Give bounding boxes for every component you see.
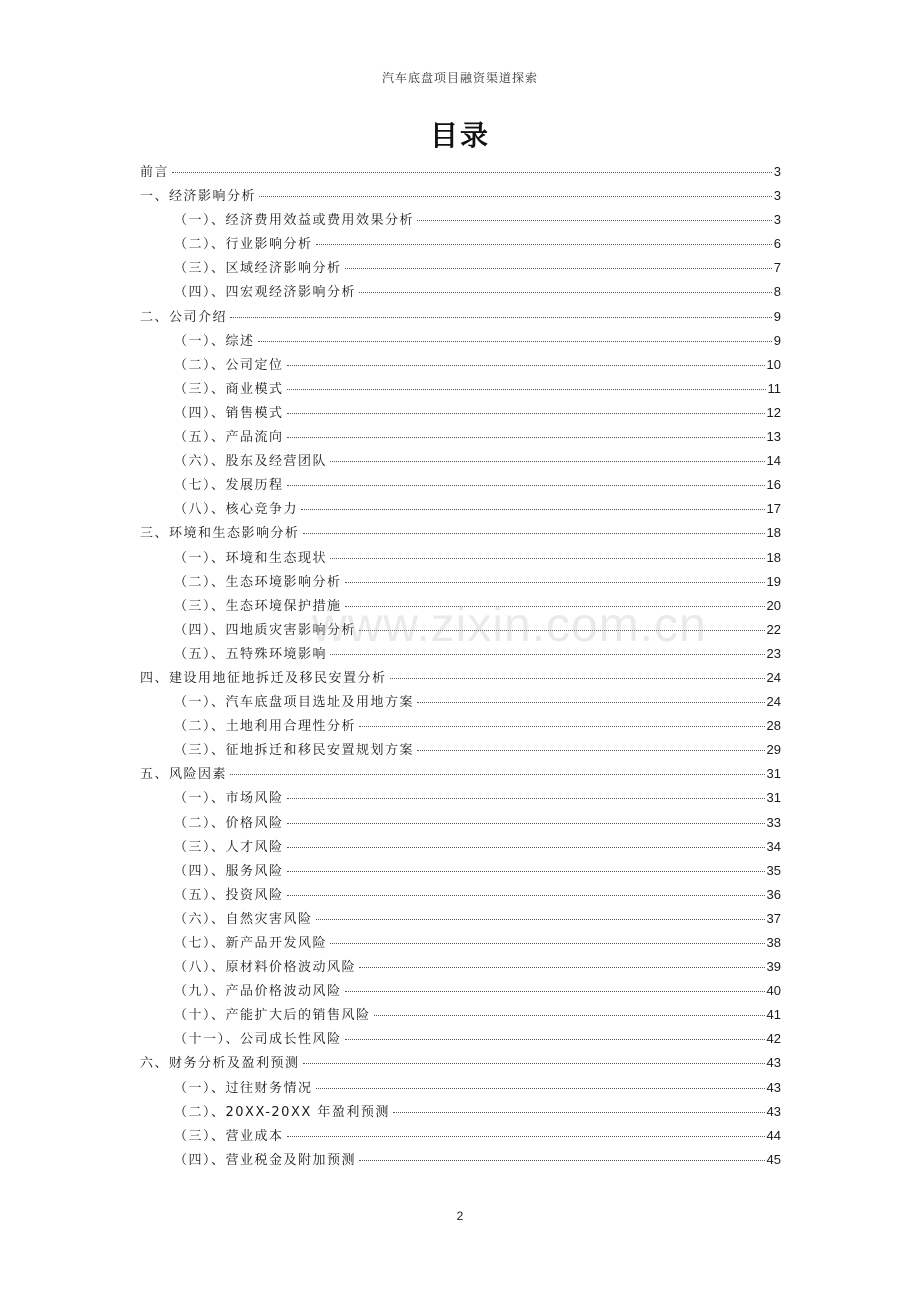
- toc-entry-text: 一、经济影响分析: [140, 189, 257, 205]
- toc-dot-leader: [287, 365, 765, 366]
- toc-dot-leader: [330, 558, 765, 559]
- running-header: 汽车底盘项目融资渠道探索: [381, 71, 538, 85]
- toc-entry-text: （一）、综述: [174, 333, 255, 349]
- toc-entry-text: （一）、过往财务情况: [174, 1080, 313, 1096]
- toc-dot-leader: [259, 196, 772, 197]
- toc-entry-text: （一）、市场风险: [174, 791, 284, 807]
- toc-dot-leader: [390, 678, 765, 679]
- toc-entry[interactable]: [140, 329, 781, 353]
- toc-dot-leader: [345, 991, 765, 992]
- toc-entry-text: 前言: [140, 165, 170, 180]
- toc-entry-page: 9: [773, 308, 781, 324]
- toc-entry-text: （五）、五特殊环境影响: [174, 646, 328, 662]
- toc-entry-page: 41: [766, 1007, 781, 1023]
- toc-entry-page: 38: [766, 935, 781, 950]
- toc-entry-page: 43: [766, 1079, 781, 1095]
- toc-entry-text: （三）、商业模式: [174, 381, 284, 397]
- toc-entry-page: 16: [766, 477, 781, 493]
- toc-entry-text: 五、风险因素: [140, 767, 228, 783]
- toc-entry[interactable]: [140, 256, 781, 280]
- toc-entry[interactable]: [140, 690, 781, 714]
- toc-dot-leader: [258, 341, 772, 342]
- toc-dot-leader: [330, 461, 765, 462]
- toc-entry[interactable]: [140, 353, 781, 377]
- toc-entry[interactable]: [140, 931, 781, 955]
- toc-entry-text: （一）、环境和生态现状: [174, 550, 328, 566]
- toc-entry[interactable]: [140, 1076, 781, 1100]
- toc-dot-leader: [345, 268, 772, 269]
- toc-entry-page: 23: [766, 645, 781, 661]
- toc-entry-page: 3: [773, 212, 781, 228]
- toc-dot-leader: [287, 1136, 765, 1137]
- toc-entry-text: （二）、价格风险: [174, 815, 284, 831]
- toc-entry[interactable]: [140, 232, 781, 256]
- toc-entry[interactable]: [140, 1051, 781, 1075]
- toc-entry-page: 33: [766, 814, 781, 830]
- toc-dot-leader: [359, 630, 765, 631]
- toc-entry-text: （二）、土地利用合理性分析: [174, 719, 357, 735]
- toc-entry[interactable]: [140, 979, 781, 1003]
- toc-entry-page: 8: [773, 284, 781, 300]
- toc-entry-text: （四）、服务风险: [174, 863, 284, 879]
- toc-entry-page: 42: [766, 1031, 781, 1047]
- toc-dot-leader: [230, 317, 772, 318]
- toc-dot-leader: [303, 533, 765, 534]
- toc-entry-text: （五）、投资风险: [174, 887, 284, 903]
- toc-entry-text: （四）、四宏观经济影响分析: [174, 285, 357, 301]
- toc-dot-leader: [172, 172, 772, 173]
- toc-dot-leader: [316, 1088, 765, 1089]
- toc-entry-text: （三）、营业成本: [174, 1128, 284, 1144]
- toc-entry-page: 22: [766, 621, 781, 637]
- toc-entry-text: （三）、区域经济影响分析: [174, 261, 342, 277]
- toc-entry[interactable]: [140, 1148, 781, 1172]
- toc-entry-text: （二）、公司定位: [174, 357, 284, 373]
- toc-entry-text: （六）、股东及经营团队: [174, 454, 328, 470]
- toc-entry[interactable]: [140, 184, 781, 208]
- toc-dot-leader: [287, 847, 765, 848]
- toc-entry[interactable]: [140, 835, 781, 859]
- toc-entry[interactable]: [140, 642, 781, 666]
- toc-title: 目录: [429, 119, 490, 152]
- toc-entry-text: （四）、四地质灾害影响分析: [174, 622, 357, 638]
- toc-entry[interactable]: [140, 160, 781, 184]
- toc-dot-leader: [287, 895, 765, 896]
- toc-entry-text: 二、公司介绍: [140, 309, 228, 325]
- toc-entry-text: 三、环境和生态影响分析: [140, 526, 300, 542]
- toc-entry[interactable]: [140, 449, 781, 473]
- toc-entry-page: 28: [766, 718, 781, 734]
- toc-entry-text: （二）、生态环境影响分析: [174, 574, 342, 590]
- toc-entry-page: 20: [766, 597, 781, 613]
- toc-entry-page: 3: [773, 188, 781, 204]
- toc-entry-page: 44: [766, 1127, 781, 1143]
- toc-entry[interactable]: [140, 546, 781, 570]
- toc-entry[interactable]: [140, 883, 781, 907]
- toc-entry[interactable]: [140, 473, 781, 497]
- toc-entry-text: 四、建设用地征地拆迁及移民安置分析: [140, 670, 387, 686]
- toc-entry-page: 45: [766, 1151, 781, 1167]
- toc-dot-leader: [287, 389, 766, 390]
- toc-entry[interactable]: [140, 666, 781, 690]
- toc-dot-leader: [287, 485, 765, 486]
- toc-entry-page: 35: [766, 862, 781, 878]
- toc-entry-text: （八）、原材料价格波动风险: [174, 960, 357, 976]
- toc-entry-text: （一）、汽车底盘项目选址及用地方案: [174, 695, 415, 711]
- toc-entry-page: 24: [766, 694, 781, 710]
- toc-entry-text: （五）、产品流向: [174, 430, 284, 446]
- toc-dot-leader: [393, 1112, 765, 1113]
- toc-entry[interactable]: [140, 305, 781, 329]
- toc-dot-leader: [359, 1160, 765, 1161]
- toc-entry[interactable]: [140, 425, 781, 449]
- toc-entry[interactable]: [140, 570, 781, 594]
- toc-dot-leader: [359, 292, 772, 293]
- toc-entry-page: 18: [766, 549, 781, 565]
- toc-entry[interactable]: [140, 401, 781, 425]
- toc-entry[interactable]: [140, 859, 781, 883]
- toc-entry-page: 37: [766, 910, 781, 926]
- toc-entry-page: 14: [766, 453, 781, 469]
- toc-list: [140, 160, 781, 1172]
- toc-entry[interactable]: [140, 738, 781, 762]
- toc-entry-page: 39: [766, 959, 781, 975]
- toc-entry-page: 18: [766, 525, 781, 541]
- toc-entry-page: 43: [766, 1055, 781, 1071]
- toc-dot-leader: [316, 244, 772, 245]
- toc-entry-page: 36: [766, 886, 781, 902]
- toc-entry-text: （七）、发展历程: [174, 478, 284, 494]
- toc-dot-leader: [417, 702, 765, 703]
- toc-entry-page: 19: [766, 573, 781, 589]
- toc-dot-leader: [330, 654, 765, 655]
- toc-entry[interactable]: [140, 280, 781, 304]
- toc-dot-leader: [287, 437, 765, 438]
- toc-dot-leader: [345, 582, 765, 583]
- toc-entry-text: （六）、自然灾害风险: [174, 911, 313, 927]
- toc-entry[interactable]: [140, 955, 781, 979]
- toc-dot-leader: [374, 1015, 765, 1016]
- toc-entry-page: 17: [766, 501, 781, 517]
- toc-entry[interactable]: [140, 497, 781, 521]
- toc-entry[interactable]: [140, 1100, 781, 1124]
- toc-entry-text: （十）、产能扩大后的销售风险: [174, 1008, 371, 1024]
- toc-dot-leader: [287, 823, 765, 824]
- toc-entry[interactable]: [140, 377, 781, 401]
- toc-entry[interactable]: [140, 1027, 781, 1051]
- toc-dot-leader: [287, 798, 765, 799]
- toc-dot-leader: [345, 1039, 765, 1040]
- toc-entry[interactable]: [140, 762, 781, 786]
- toc-entry-page: 3: [773, 164, 781, 179]
- toc-entry-text: （三）、人才风险: [174, 839, 284, 855]
- page-number: 2: [456, 1209, 464, 1223]
- toc-dot-leader: [417, 220, 772, 221]
- toc-entry-text: （一）、经济费用效益或费用效果分析: [174, 213, 415, 229]
- toc-entry-page: 11: [767, 380, 781, 396]
- toc-entry-text: （四）、营业税金及附加预测: [174, 1152, 357, 1168]
- toc-dot-leader: [303, 1063, 765, 1064]
- toc-entry-page: 29: [766, 742, 781, 758]
- toc-entry-page: 12: [766, 404, 781, 420]
- toc-entry-text: （十一）、公司成长性风险: [174, 1032, 342, 1048]
- toc-entry[interactable]: [140, 786, 781, 810]
- toc-entry-page: 9: [773, 332, 781, 348]
- toc-entry-page: 6: [773, 236, 781, 252]
- toc-entry[interactable]: [140, 811, 781, 835]
- toc-entry-text: （八）、核心竞争力: [174, 502, 299, 518]
- toc-entry-page: 43: [766, 1103, 781, 1119]
- toc-entry-page: 13: [766, 429, 781, 445]
- toc-dot-leader: [417, 750, 765, 751]
- toc-dot-leader: [345, 606, 765, 607]
- toc-dot-leader: [287, 871, 765, 872]
- toc-dot-leader: [359, 967, 765, 968]
- toc-entry-text: （二）、行业影响分析: [174, 237, 313, 253]
- toc-entry-text: 六、财务分析及盈利预测: [140, 1056, 300, 1072]
- toc-dot-leader: [230, 774, 765, 775]
- toc-entry-text: （七）、新产品开发风险: [174, 936, 328, 951]
- toc-entry[interactable]: [140, 714, 781, 738]
- toc-entry-page: 31: [766, 790, 781, 806]
- toc-entry-page: 7: [773, 260, 781, 276]
- toc-dot-leader: [330, 943, 765, 944]
- toc-entry-page: 10: [766, 356, 781, 372]
- toc-entry-text: （九）、产品价格波动风险: [174, 984, 342, 1000]
- toc-entry-text: （四）、销售模式: [174, 405, 284, 421]
- toc-dot-leader: [287, 413, 765, 414]
- toc-dot-leader: [301, 509, 765, 510]
- toc-entry-page: 34: [766, 838, 781, 854]
- toc-entry[interactable]: [140, 907, 781, 931]
- toc-dot-leader: [316, 919, 765, 920]
- toc-entry[interactable]: [140, 594, 781, 618]
- toc-entry-text: （三）、征地拆迁和移民安置规划方案: [174, 743, 415, 759]
- toc-entry[interactable]: [140, 618, 781, 642]
- toc-entry[interactable]: [140, 208, 781, 232]
- toc-entry-page: 24: [766, 669, 781, 685]
- toc-entry[interactable]: [140, 521, 781, 545]
- toc-entry-page: 40: [766, 983, 781, 999]
- watermark: www.zixin.com.cn: [312, 599, 707, 652]
- toc-entry-text: （二）、20XX-20XX 年盈利预测: [174, 1104, 390, 1120]
- toc-entry-page: 31: [766, 766, 781, 782]
- toc-dot-leader: [359, 726, 765, 727]
- toc-entry[interactable]: [140, 1003, 781, 1027]
- toc-entry-text: （三）、生态环境保护措施: [174, 598, 342, 614]
- toc-entry[interactable]: [140, 1124, 781, 1148]
